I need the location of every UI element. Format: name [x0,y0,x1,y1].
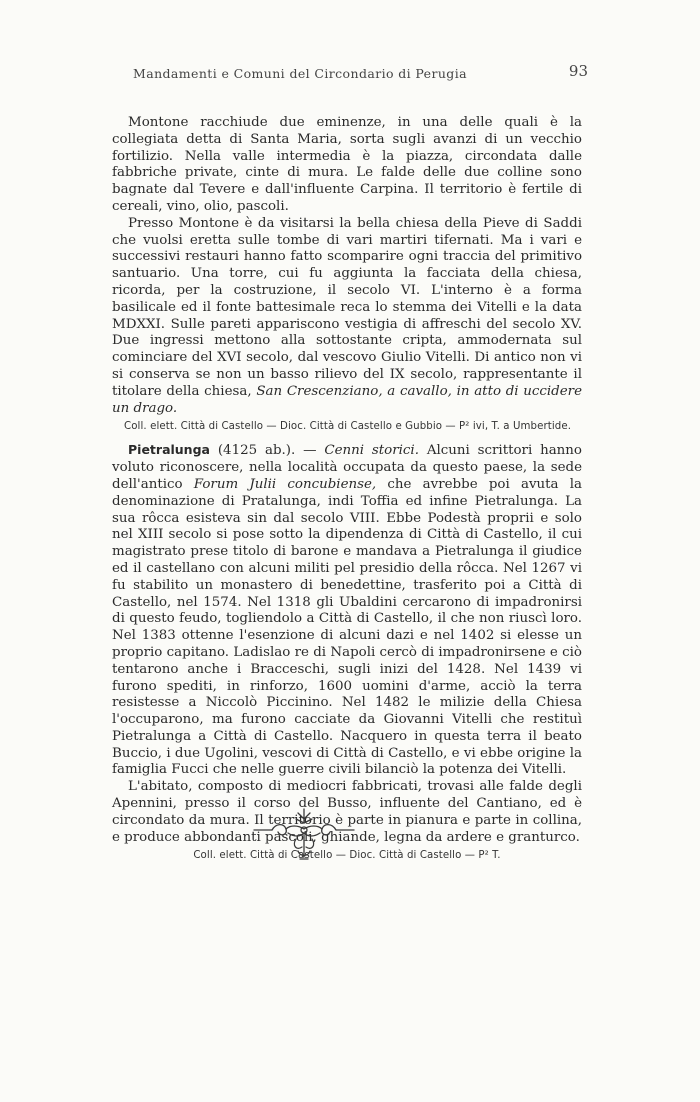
montone-paragraph-2 [112,216,582,418]
running-header: Mandamenti e Comuni del Circondario di Perugia [133,66,467,81]
text-block [112,115,582,871]
pietralunga-reference-line: Coll. elett. Città di Castello — Dioc. Città di Castello — P² T. [193,850,501,862]
montone-paragraph-2-text: Presso Montone è da visitarsi la bella chiesa della Pieve di Saddi che vuolsi eretta sulle tombe di vari martiri tifernati. Ma i vari e successivi restauri hanno fatto scomparire ogni traccia del primitivo santuario. Una torre, cui fu aggiunta la facciata della chiesa, ricorda, per la costruzione, il secolo VI. L'interno è a forma basilicale ed il fonte battesimale reca lo stemma dei Vitelli e la data MDXXI. Sulle pareti appariscono vestigia di affreschi del secolo XV. Due ingressi mettono alla sottostante cripta, ammodernata sul cominciare del XVI secolo, dal vescovo Giulio Vitelli. Di antico non vi si conserva se non un basso rilievo del IX secolo, rappresentante il titolare della chiesa, [112,215,582,399]
pietralunga-text-b: che avrebbe poi avuta la denominazione di Pratalunga, indi Toffia ed infine Pietralunga. La sua rôcca esisteva sin dal secolo VIII. Ebbe Podestà proprii e solo nel XIII secolo si pose sotto la dipendenza di Città di Castello, il cui magistrato prese titolo di barone e mandava a Pietralunga il giudice ed il castellano con alcuni militi pel presidio della rôcca. Nel 1267 vi fu stabilito un monastero di benedettine, trasferito poi a Città di Castello, nel 1574. Nel 1318 gli Ubaldini cercarono di impadronirsi di questo feudo, togliendolo a Città di Castello, il che non riuscì loro. Nel 1383 ottenne l'esenzione di alcuni dazi e nel 1402 si elesse un proprio capitano. Ladislao re di Napoli cercò di impadronirsene e ciò tentarono anche i Bracceschi, sugli inizi del 1428. Nel 1439 vi furono spediti, in rinforzo, 1600 uomini d'arme, acciò la terra resistesse a Niccolò Piccinino. Nel 1482 le milizie della Chiesa l'occuparono, ma furono cacciate da Giovanni Vitelli che restituì Pietralunga a Città di Castello. Nacquero in questa terra il beato Buccio, i due Ugolini, vescovi di Città di Castello, e vi ebbe origine la famiglia Fucci che nelle guerre civili bilanciò la potenza dei Vitelli. [112,476,582,778]
pietralunga-text-a: Alcuni scrittori hanno voluto riconoscere, nella località occupata da questo paese, la sede dell'antico [112,443,582,492]
floral-ornament-icon [252,805,356,863]
page-number: 93 [568,62,588,80]
artwork-title: San Crescenziano, a cavallo, in atto di uccidere un drago. [112,383,583,416]
population: (4125 ab.). — [217,443,317,459]
pietralunga-paragraph-1 [112,442,582,779]
montone-paragraph-1: Montone racchiude due eminenze, in una delle quali è la collegiata detta di Santa Maria, sorta sugli avanzi di un vecchio fortilizio. Nella valle intermedia è la piazza, circondata dalle fabbriche private, cinte di mura. Le falde delle due colline sono bagnate dal Tevere e dall'influente Carpina. Il territorio è fertile di cereali, vino, olio, pascoli. [112,115,582,214]
pietralunga-paragraph-2: L'abitato, composto di mediocri fabbricati, trovasi alle falde degli Apennini, presso il corso del Busso, influente del Cantiano, ed è circondato da mura. Il territorio è parte in pianura e parte in collina, e produce abbondanti pascoli, ghiande, legna da ardere e granturco. [112,779,582,845]
forum-name: Forum Julii concubiense, [193,476,377,492]
entry-heading-pietralunga: Pietralunga [128,442,210,458]
montone-reference-line: Coll. elett. Città di Castello — Dioc. Città di Castello e Gubbio — P² ivi, T. a Umbertide. [124,421,572,433]
section-label: Cenni storici. [324,443,419,459]
